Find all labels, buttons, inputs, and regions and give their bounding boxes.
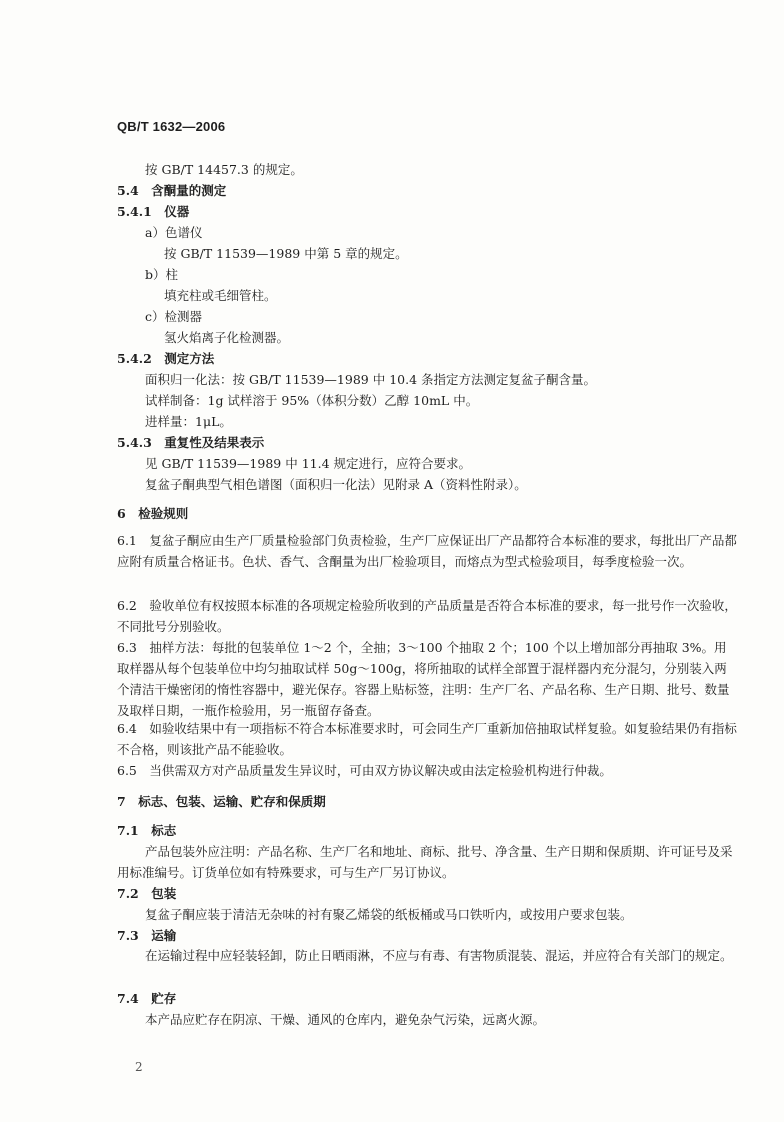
paragraph-6-4: 6.4 如验收结果中有一项指标不符合本标准要求时，可会同生产厂重新加倍抽取试样复验。如复验结果仍有指标不合格，则该批产品不能验收。 — [117, 721, 737, 757]
text-line: 按 GB/T 11539—1989 中第 5 章的规定。 — [164, 246, 408, 261]
text-line: 见 GB/T 11539—1989 中 11.4 规定进行，应符合要求。 — [145, 456, 471, 471]
section-heading-5-4: 5.4 含酮量的测定 — [117, 183, 227, 198]
list-item-c: c）检测器 — [145, 309, 203, 324]
section-heading-7: 7 标志、包装、运输、贮存和保质期 — [117, 794, 326, 809]
section-heading-5-4-1: 5.4.1 仪器 — [117, 204, 190, 219]
paragraph-6-2: 6.2 验收单位有权按照本标准的各项规定检验所收到的产品质量是否符合本标准的要求，每一批号作一次验收，不同批号分别验收。 — [117, 598, 737, 634]
paragraph-7-4: 本产品应贮存在阴凉、干燥、通风的仓库内，避免杂气污染，远离火源。 — [145, 1012, 546, 1027]
text-line: 氢火焰离子化检测器。 — [164, 330, 290, 345]
standard-code: QB/T 1632—2006 — [117, 119, 226, 134]
text-line: 试样制备：1g 试样溶于 95%（体积分数）乙醇 10mL 中。 — [145, 393, 479, 408]
text-line: 填充柱或毛细管柱。 — [164, 288, 277, 303]
list-item-a: a）色谱仪 — [145, 225, 203, 240]
list-item-b: b）柱 — [145, 267, 179, 282]
text-line: 按 GB/T 14457.3 的规定。 — [145, 162, 303, 177]
paragraph-7-1: 产品包装外应注明：产品名称、生产厂名和地址、商标、批号、净含量、生产日期和保质期、许可证号及采用标准编号。订货单位如有特殊要求，可与生产厂另订协议。 — [117, 844, 733, 880]
page-number: 2 — [135, 1060, 143, 1074]
section-heading-6: 6 检验规则 — [117, 506, 189, 521]
text-line: 进样量：1μL。 — [145, 414, 232, 429]
paragraph-6-5: 6.5 当供需双方对产品质量发生异议时，可由双方协议解决或由法定检验机构进行仲裁。 — [117, 763, 612, 778]
paragraph-7-3: 在运输过程中应轻装轻卸，防止日晒雨淋，不应与有毒、有害物质混装、混运，并应符合有关部门的规定。 — [145, 948, 733, 963]
paragraph-7-2: 复盆子酮应装于清洁无杂味的衬有聚乙烯袋的纸板桶或马口铁听内，或按用户要求包装。 — [145, 907, 633, 922]
section-heading-7-3: 7.3 运输 — [117, 928, 177, 943]
section-heading-7-1: 7.1 标志 — [117, 823, 177, 838]
text-line: 面积归一化法：按 GB/T 11539—1989 中 10.4 条指定方法测定复盆子酮含量。 — [145, 372, 596, 387]
paragraph-6-3: 6.3 抽样方法：每批的包装单位 1～2 个，全抽；3～100 个抽取 2 个；100 个以上增加部分再抽取 3%。用取样器从每个包装单位中均匀抽取试样 50g～100g，将所抽取的试样全部置于混样器内充分混匀，分别装入两个清洁干燥密闭的惰性容器中，避光保存。容器上贴标签，注明：生产厂名、产品名称、生产日期、批号、数量及取样日期，一瓶作检验用，另一瓶留存备查。 — [117, 640, 730, 718]
section-heading-7-2: 7.2 包装 — [117, 886, 177, 901]
section-heading-7-4: 7.4 贮存 — [117, 991, 177, 1006]
paragraph-6-1: 6.1 复盆子酮应由生产厂质量检验部门负责检验，生产厂应保证出厂产品都符合本标准的要求，每批出厂产品都应附有质量合格证书。色状、香气、含酮量为出厂检验项目，而熔点为型式检验项目，每季度检验一次。 — [117, 533, 737, 569]
text-line: 复盆子酮典型气相色谱图（面积归一化法）见附录 A（资料性附录）。 — [145, 477, 527, 492]
section-heading-5-4-2: 5.4.2 测定方法 — [117, 351, 215, 366]
section-heading-5-4-3: 5.4.3 重复性及结果表示 — [117, 435, 265, 450]
